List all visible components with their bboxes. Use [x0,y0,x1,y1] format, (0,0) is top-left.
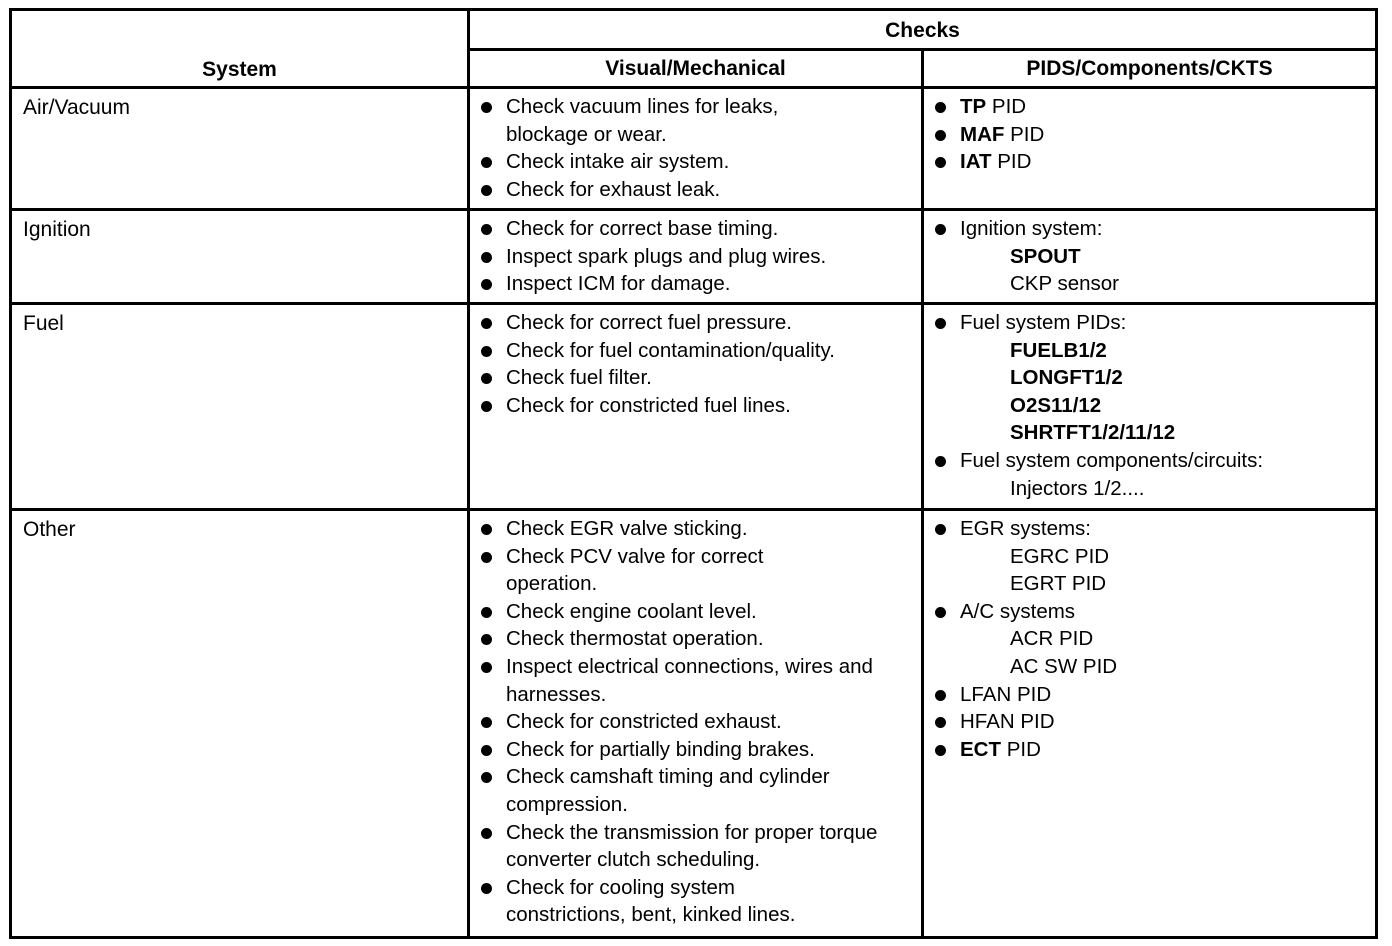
list-item [932,736,1369,764]
pid-name: ECT [960,737,1001,761]
list-item: Check for constricted fuel lines. [478,392,915,420]
list-item [932,598,1369,681]
list-item [932,148,1369,176]
sub-item: ACR PID [1010,627,1094,651]
pid-suffix: PID [1001,737,1041,761]
sub-item: EGRC PID [1010,544,1110,568]
sub-item: LONGFT1/2 [1010,366,1123,390]
list-item: Check the transmission for proper torque converter clutch scheduling. [478,819,896,874]
header-visual-mechanical: Visual/Mechanical [469,50,923,88]
checks-table [9,8,1378,939]
system-cell: Other [11,510,469,938]
table-row [11,210,1377,304]
list-item: Check intake air system. [478,148,838,176]
list-item: Check fuel filter. [478,364,915,392]
header-system: System [11,10,469,88]
list-item [932,515,1369,598]
table-row [11,88,1377,210]
list-item: Check for partially binding brakes. [478,736,883,764]
sub-item: O2S11/12 [1010,393,1102,417]
pid-name: TP [960,95,987,118]
list-item [932,121,1369,149]
system-cell: Air/Vacuum [11,88,469,210]
list-item: Check for cooling system constrictions, bent, kinked lines. [478,874,851,929]
list-item-label: Ignition system: [960,217,1103,240]
pid-suffix: PID [1004,122,1045,146]
visual-cell [469,510,923,938]
list-item: Check vacuum lines for leaks, blockage or wear. [478,93,838,148]
pid-name: MAF [960,122,1005,146]
system-cell: Ignition [11,210,469,304]
system-cell: Fuel [11,304,469,510]
pids-cell [923,304,1377,510]
list-item-label: Fuel system PIDs: [960,311,1127,334]
pid-suffix: PID [986,95,1027,118]
visual-cell [469,210,923,304]
sub-item: AC SW PID [1010,654,1118,678]
pids-cell [923,88,1377,210]
list-item: Inspect spark plugs and plug wires. [478,243,915,271]
list-item: Check camshaft timing and cylinder compression. [478,763,886,818]
table-row [11,510,1377,938]
pid-suffix: PID [991,150,1032,174]
sub-item: SPOUT [1010,244,1081,268]
list-item [932,215,1369,298]
list-item [932,309,1369,447]
list-item: Check for correct base timing. [478,215,915,243]
list-item-label: Fuel system components/circuits: [960,448,1264,472]
list-item: Check for correct fuel pressure. [478,309,915,337]
sub-item: Injectors 1/2.... [1010,476,1145,500]
sub-item: CKP sensor [1010,272,1120,296]
list-item: Inspect electrical connections, wires and harnesses. [478,653,883,708]
list-item [932,447,1369,502]
table-row [11,304,1377,510]
list-item: Check EGR valve sticking. [478,515,883,543]
list-item: Check for constricted exhaust. [478,708,883,736]
pids-cell [923,210,1377,304]
sub-item: SHRTFT1/2/11/12 [1010,421,1176,445]
visual-cell [469,88,923,210]
header-pids-components: PIDS/Components/CKTS [923,50,1377,88]
list-item: Check for fuel contamination/quality. [478,337,915,365]
sub-item: FUELB1/2 [1010,338,1107,362]
sub-item: EGRT PID [1010,572,1107,596]
list-item: HFAN PID [932,708,1369,736]
pids-cell [923,510,1377,938]
list-item: Check PCV valve for correct operation. [478,543,826,598]
list-item-label: A/C systems [960,599,1076,623]
header-checks: Checks [469,10,1377,50]
list-item: Check thermostat operation. [478,625,883,653]
list-item: Check engine coolant level. [478,598,883,626]
visual-cell [469,304,923,510]
pid-name: IAT [960,150,992,174]
list-item: LFAN PID [932,681,1369,709]
list-item [932,93,1369,121]
list-item-label: EGR systems: [960,517,1091,540]
list-item: Inspect ICM for damage. [478,270,915,298]
list-item: Check for exhaust leak. [478,176,838,204]
